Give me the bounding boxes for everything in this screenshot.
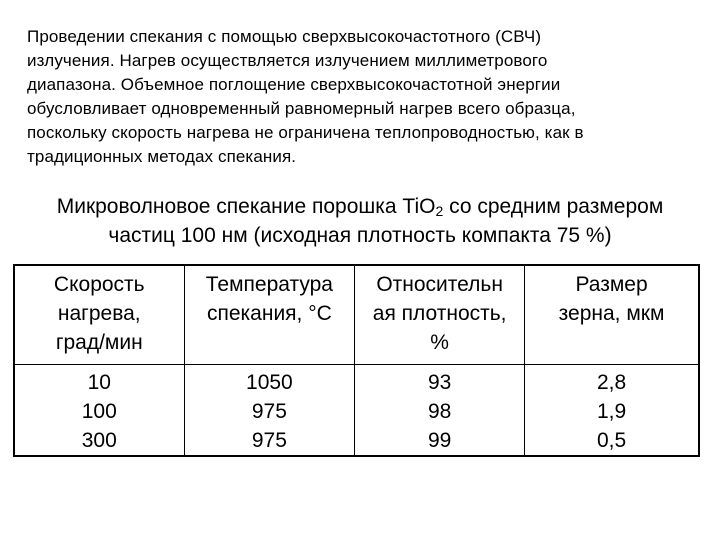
header-text: Температура (205, 273, 333, 296)
heating-rate-values (14, 365, 184, 457)
heading-prefix: Микроволновое спекание порошка TiO (56, 195, 436, 218)
intro-line: традиционных методах спекания. (27, 147, 297, 166)
header-grain-size (525, 265, 699, 365)
heading-line-1 (0, 192, 720, 221)
table-cell: 975 (251, 429, 287, 452)
heading-suffix: со средним размером (443, 195, 664, 218)
section-heading (0, 192, 720, 250)
intro-line: Проведении спекания с помощью сверхвысокочастотного (СВЧ) (27, 27, 542, 46)
grain-size-values (525, 365, 699, 457)
table-cell: 300 (81, 429, 117, 452)
header-sintering-temperature (184, 265, 355, 365)
table-header-row (14, 265, 699, 365)
header-text: Скорость (53, 273, 145, 296)
table-cell: 975 (251, 400, 287, 423)
header-relative-density (355, 265, 525, 365)
intro-line: обусловливает одновременный равномерный нагрев всего образца, (27, 99, 576, 118)
table-data-row (14, 365, 699, 457)
table-cell: 10 (87, 371, 111, 394)
heading-line-2: частиц 100 нм (исходная плотность компакта 75 %) (108, 224, 612, 247)
header-text: ая плотность, (372, 302, 507, 325)
table-cell: 1,9 (596, 400, 627, 423)
header-text: нагрева, (57, 302, 141, 325)
temperature-values (184, 365, 355, 457)
table-cell: 2,8 (596, 371, 627, 394)
table-cell: 98 (427, 400, 452, 423)
intro-paragraph (27, 25, 687, 169)
table-cell: 100 (81, 400, 117, 423)
heading-subscript: 2 (435, 203, 444, 219)
intro-line: диапазона. Объемное поглощение сверхвысокочастотной энергии (27, 75, 561, 94)
density-values (355, 365, 525, 457)
header-text: спекания, °С (206, 302, 332, 325)
intro-line: излучения. Нагрев осуществляется излучением миллиметрового (27, 51, 548, 70)
header-text: % (430, 331, 449, 354)
header-text: град/мин (55, 331, 143, 354)
header-text: Размер (575, 273, 648, 296)
table-cell: 93 (427, 371, 452, 394)
header-heating-rate (14, 265, 184, 365)
table-cell: 1050 (246, 371, 293, 394)
sintering-table (13, 264, 700, 457)
table-cell: 0,5 (596, 429, 627, 452)
header-text: зерна, мкм (558, 302, 665, 325)
intro-line: поскольку скорость нагрева не ограничена теплопроводностью, как в (27, 123, 584, 142)
header-text: Относительн (376, 273, 503, 296)
table-cell: 99 (427, 429, 452, 452)
